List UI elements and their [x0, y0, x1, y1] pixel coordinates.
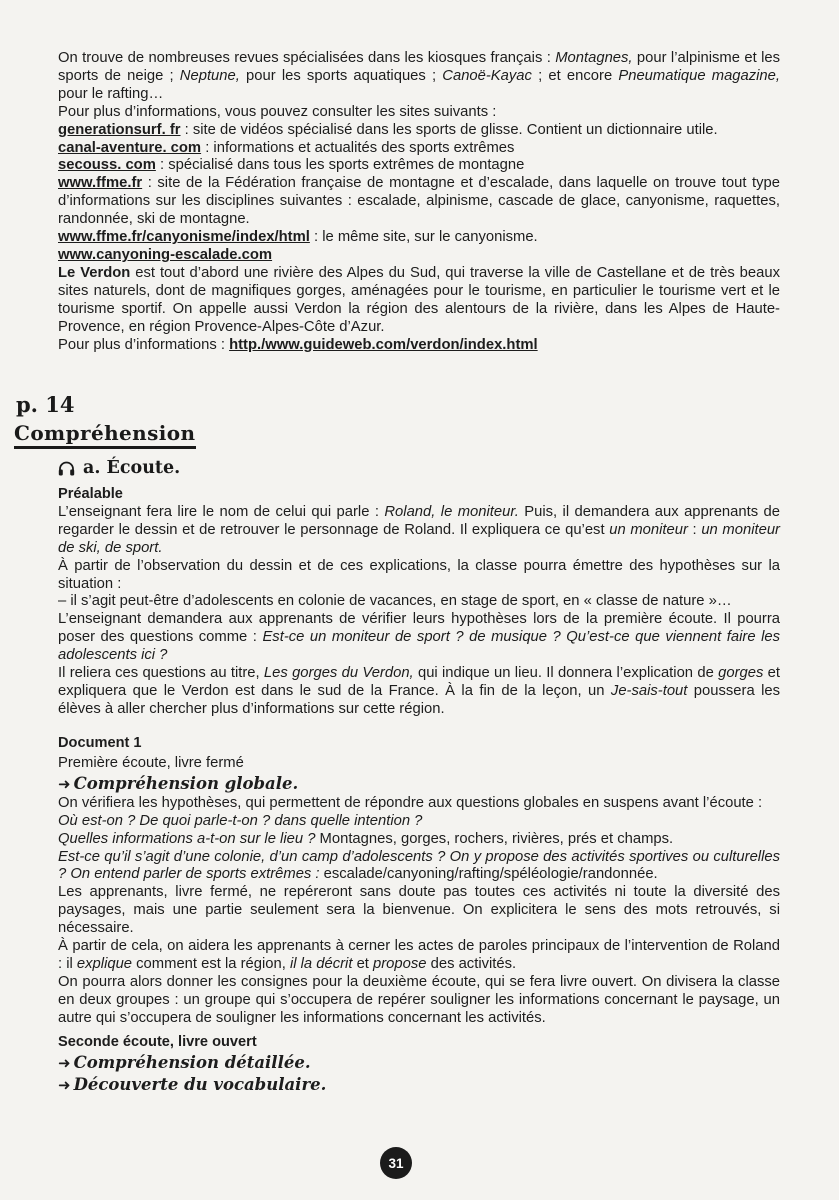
site-link[interactable]: www.ffme.fr — [58, 175, 143, 192]
text: Pour plus d’informations : — [58, 336, 230, 353]
text: comment est la région, — [132, 955, 290, 972]
text: propose — [373, 955, 427, 972]
arrow-icon: ➜ — [58, 774, 71, 793]
intro-section — [58, 50, 780, 354]
prealable-paragraph: À partir de l’observation du dessin et de ces explications, la classe pourra émettre des hypothèses sur la situation : — [58, 557, 780, 592]
site-line — [58, 247, 780, 265]
site-line — [58, 140, 780, 158]
verdon-more — [58, 337, 780, 355]
document1-paragraph: On pourra alors donner les consignes pour la deuxième écoute, qui se fera livre ouvert. On divisera la classe en deux groupes : un groupe qui s’occupera de repérer souligner les informations concernant le paysage, un autre qui s’occupera de souligner les informations concernant les activités. — [58, 973, 780, 1026]
verdon-link[interactable]: http./www.guideweb.com/verdon/index.html — [229, 336, 538, 353]
arrow-heading — [58, 1052, 780, 1074]
revue-title: Montagnes, — [555, 50, 633, 66]
site-desc: : spécialisé dans tous les sports extrêmes de montagne — [155, 157, 525, 174]
revues-paragraph — [58, 50, 780, 104]
text: pour l’alpinisme et les sports de neige ; — [58, 50, 780, 84]
prealable-heading: Préalable — [58, 486, 123, 502]
site-line — [58, 175, 780, 229]
text: Il reliera ces questions au titre, — [58, 665, 264, 682]
arrow-icon: ➜ — [58, 1053, 71, 1072]
prealable-paragraph — [58, 611, 780, 665]
site-line — [58, 157, 780, 175]
prealable-paragraph — [58, 665, 780, 719]
text: Compréhension globale. — [73, 773, 299, 793]
ecoute-heading — [58, 458, 180, 478]
text: Montagnes, gorges, rochers, rivières, prés et champs. — [315, 830, 674, 847]
text: Découverte du vocabulaire. — [73, 1074, 327, 1094]
site-link[interactable]: secouss. com — [58, 157, 156, 174]
site-desc: : informations et actualités des sports extrêmes — [201, 139, 515, 156]
text: il la décrit — [289, 955, 353, 972]
document1-section — [58, 735, 780, 1096]
verdon-paragraph — [58, 265, 780, 337]
text: des activités. — [426, 955, 517, 972]
text: escalade/canyoning/rafting/spéléologie/randonnée. — [319, 866, 658, 883]
question-line — [58, 813, 780, 831]
site-line — [58, 229, 780, 247]
text: Puis, il demandera aux apprenants de regarder le dessin et de retrouver le personnage de Roland. Il expliquera ce qu’est — [58, 503, 780, 538]
text: gorges — [718, 665, 764, 682]
text: qui indique un lieu. Il donnera l’explication de — [413, 665, 719, 682]
prealable-list-item: – il s’agit peut-être d’adolescents en colonie de vacances, en stage de sport, en « classe de nature »… — [58, 593, 732, 610]
revue-title: Neptune, — [179, 67, 240, 84]
text: À partir de cela, on aidera les apprenants à cerner les actes de paroles principaux de l’intervention de Roland : il — [58, 938, 780, 972]
revue-title: Canoë-Kayac — [442, 67, 532, 84]
text: Les gorges du Verdon, — [263, 665, 414, 682]
site-link[interactable]: www.ffme.fr/canyonisme/index/html — [58, 229, 310, 246]
headphones-icon — [58, 461, 75, 476]
text: et — [352, 955, 374, 972]
document1-paragraph: On vérifiera les hypothèses, qui permettent de répondre aux questions globales en suspens avant l’écoute : — [58, 794, 763, 811]
arrow-heading — [58, 1074, 780, 1096]
site-desc: : site de la Fédération française de montagne et d’escalade, dans laquelle on trouve tout type d’informations sur les disciplines suivantes : escalade, alpinisme, cascade de glace, canyonisme, raquettes, randonnée, ski de montagne. — [58, 175, 780, 228]
text: Est-ce qu’il s’agit d’une colonie, d’un camp d’adolescents ? On y propose des activités sportives ou culturelles ? On entend parler de sports extrêmes : — [58, 848, 780, 883]
site-desc: : le même site, sur le canyonisme. — [309, 229, 538, 246]
text: Est-ce un moniteur de sport ? de musique ? Qu’est-ce que viennent faire les adolescents ici ? — [58, 629, 780, 664]
text: ; et encore — [531, 67, 619, 84]
revue-title: Pneumatique magazine, — [618, 67, 781, 84]
text: Compréhension détaillée. — [73, 1052, 311, 1072]
verdon-title: Le Verdon — [58, 264, 131, 281]
text: Je-sais-tout — [610, 682, 688, 699]
question-line — [58, 849, 780, 885]
site-link[interactable]: www.canyoning-escalade.com — [58, 246, 273, 263]
document1-paragraph: Les apprenants, livre fermé, ne repéreront sans doute pas toutes ces activités ni toute la diversité des paysages, mais une partie seulement sera la bienvenue. On explicitera le sens des mots retrouvés, si nécessaire. — [58, 884, 780, 937]
question-line — [58, 831, 780, 849]
document1-paragraph — [58, 938, 780, 974]
text: un moniteur — [609, 521, 688, 538]
ecoute-title: a. Écoute. — [83, 458, 181, 478]
sites-intro: Pour plus d’informations, vous pouvez consulter les sites suivants : — [58, 103, 497, 120]
text: poussera les élèves à aller chercher plus d’informations sur cette région. — [58, 682, 780, 717]
prealable-section — [58, 486, 780, 719]
arrow-icon: ➜ — [58, 1075, 71, 1094]
verdon-text: est tout d’abord une rivière des Alpes du Sud, qui traverse la ville de Castellane et de très beaux sites naturels, dont de magnifiques gorges, aménagées pour le tourisme, en particulier le tourisme vert et le tourisme sportif. On appelle aussi Verdon la région des alentours de la rivière, dans les Alpes de Haute-Provence, en région Provence-Alpes-Côte d’Azur. — [58, 264, 780, 335]
text: Où est-on ? De quoi parle-t-on ? dans quelle intention ? — [58, 812, 423, 829]
site-line — [58, 122, 780, 140]
site-desc: : site de vidéos spécialisé dans les sports de glisse. Contient un dictionnaire utile. — [180, 121, 718, 138]
text: On trouve de nombreuses revues spécialisées dans les kiosques français : — [58, 50, 556, 66]
document1-heading: Document 1 — [58, 735, 142, 751]
arrow-heading — [58, 773, 780, 795]
section-title: Compréhension — [14, 421, 196, 445]
text: pour le rafting… — [58, 85, 164, 102]
text: explique — [76, 955, 133, 972]
text: Roland, le moniteur. — [384, 503, 519, 520]
site-link[interactable]: generationsurf. fr — [58, 121, 181, 138]
page-reference: p. 14 — [16, 392, 75, 417]
text: Quelles informations a-t-on sur le lieu ? — [58, 830, 316, 847]
text: L’enseignant fera lire le nom de celui qui parle : — [58, 503, 385, 520]
second-listening-heading: Seconde écoute, livre ouvert — [58, 1033, 257, 1050]
prealable-paragraph — [58, 504, 780, 558]
section-title-underline — [14, 446, 196, 449]
text: : — [687, 521, 702, 538]
first-listening-heading: Première écoute, livre fermé — [58, 754, 244, 771]
text: et expliquera que le Verdon est dans le sud de la France. À la fin de la leçon, un — [58, 665, 781, 699]
text: pour les sports aquatiques ; — [239, 67, 443, 84]
site-link[interactable]: canal-aventure. com — [58, 139, 202, 156]
page-number: 31 — [380, 1147, 412, 1179]
text: un moniteur de ski, de sport. — [58, 521, 780, 556]
text: L’enseignant demandera aux apprenants de vérifier leurs hypothèses lors de la première écoute. Il pourra poser des questions comme : — [58, 611, 780, 646]
